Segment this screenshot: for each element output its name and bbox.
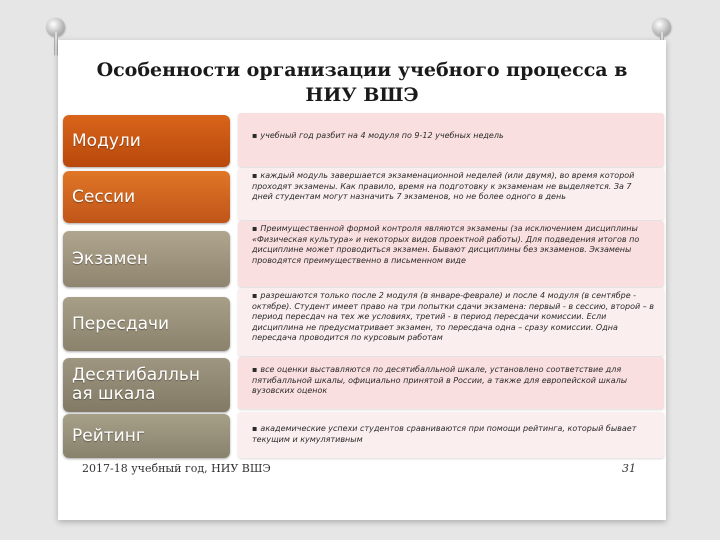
desc-exam	[238, 221, 664, 287]
label-line-1: Десятибалльн	[72, 365, 201, 385]
desc-ten-point-scale	[238, 357, 664, 409]
desc-text: каждый модуль завершается экзаменационной неделей (или двумя), во время которой проходят экзамены. Как правило, время на подготовку к экзаменам не выделяется. За 7 дней студентам могут назначить 7 экзаменов, но не более одного в день	[252, 171, 635, 202]
page-number: 31	[622, 462, 636, 475]
desc-text: разрешаются только после 2 модуля (в январе-феврале) и после 4 модуля (в сентябре - октябре). Студент имеет право на три попытки сдачи экзамена: первый - в сессию, второй – в период пересдач на тех же условиях, третий - в период пересдачи комиссии. Если дисциплина не предусматривает экзамен, то пересдача одна – сразу комиссии. Одна пересдача проводится по курсовым работам	[252, 291, 654, 343]
label-modules: Модули	[63, 115, 230, 167]
desc-retakes	[238, 288, 664, 356]
desc-text: академические успехи студентов сравниваются при помощи рейтинга, который бывает текущим и кумулятивным	[252, 424, 637, 444]
footer: 2017-18 учебный год, НИУ ВШЭ	[82, 462, 271, 475]
desc-text: Преимущественной формой контроля являются экзамены (за исключением дисциплины «Физическая культура» и некоторых видов проектной работы). Для подведения итогов по дисциплине может проводиться экзамен. Бывают дисциплины без экзаменов. Экзамены проводятся преимущественно в письменном виде	[252, 224, 640, 265]
label-sessions: Сессии	[63, 171, 230, 223]
bullet-icon: ▪	[252, 131, 258, 140]
desc-sessions	[238, 168, 664, 220]
label-line-2: ая шкала	[72, 384, 156, 404]
bullet-icon: ▪	[252, 365, 258, 374]
desc-modules	[238, 113, 664, 167]
label-exam: Экзамен	[63, 231, 230, 287]
desc-text: учебный год разбит на 4 модуля по 9-12 учебных недель	[260, 131, 504, 140]
label-retakes: Пересдачи	[63, 297, 230, 351]
bullet-icon: ▪	[252, 291, 258, 300]
bullet-icon: ▪	[252, 171, 258, 180]
bullet-icon: ▪	[252, 424, 258, 433]
title-line-1: Особенности организации учебного процесса в	[96, 59, 628, 81]
bullet-icon: ▪	[252, 224, 258, 233]
label-rating: Рейтинг	[63, 414, 230, 458]
page-title	[58, 58, 666, 108]
desc-rating	[238, 412, 664, 458]
title-line-2: НИУ ВШЭ	[305, 84, 419, 106]
desc-text: все оценки выставляются по десятибалльной шкале, установлено соответствие для пятибалльной шкалы, официально принятой в России, а также для европейской шкалы вузовских оценок	[252, 365, 628, 396]
label-ten-point-scale	[63, 358, 230, 412]
